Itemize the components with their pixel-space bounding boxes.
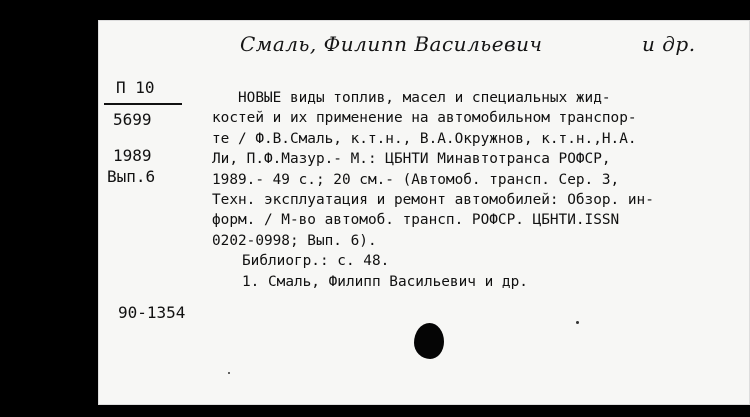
entry-line: форм. / М-во автомоб. трансп. РОФСР. ЦБНТИ.ISSN <box>212 212 620 229</box>
handwritten-coauthors: и др. <box>642 32 696 56</box>
handwritten-author: Смаль, Филипп Васильевич <box>240 32 543 56</box>
entry-line: те / Ф.В.Смаль, к.т.н., В.А.Окружнов, к.т.н.,Н.А. <box>212 130 637 147</box>
shelf-mark-number: 5699 <box>113 110 152 129</box>
entry-line: 1989.- 49 с.; 20 см.- (Автомоб. трансп. Сер. 3, <box>212 171 620 188</box>
entry-line: 0202-0998; Вып. 6). <box>212 232 377 249</box>
shelf-mark-class: П 10 <box>116 78 155 97</box>
ink-blot <box>414 323 444 359</box>
entry-line: НОВЫЕ виды топлив, масел и специальных жид- <box>238 90 611 106</box>
accession-number: 90-1354 <box>118 303 186 322</box>
shelf-mark-year: 1989 <box>113 146 152 165</box>
shelf-mark-issue: Вып.6 <box>107 167 156 186</box>
entry-line: Ли, П.Ф.Мазур.- М.: ЦБНТИ Минавтотранса РОФСР, <box>212 151 611 168</box>
ink-speck <box>576 321 579 324</box>
shelf-mark-divider <box>104 103 182 105</box>
author-tracing: 1. Смаль, Филипп Васильевич и др. <box>242 273 528 290</box>
entry-line: Техн. эксплуатация и ремонт автомобилей: Обзор. ин- <box>212 192 654 209</box>
bibliographic-entry <box>212 88 732 292</box>
bibliography-note: Библиогр.: с. 48. <box>242 253 390 270</box>
ink-speck <box>228 372 230 374</box>
entry-line: костей и их применение на автомобильном транспор- <box>212 110 637 127</box>
